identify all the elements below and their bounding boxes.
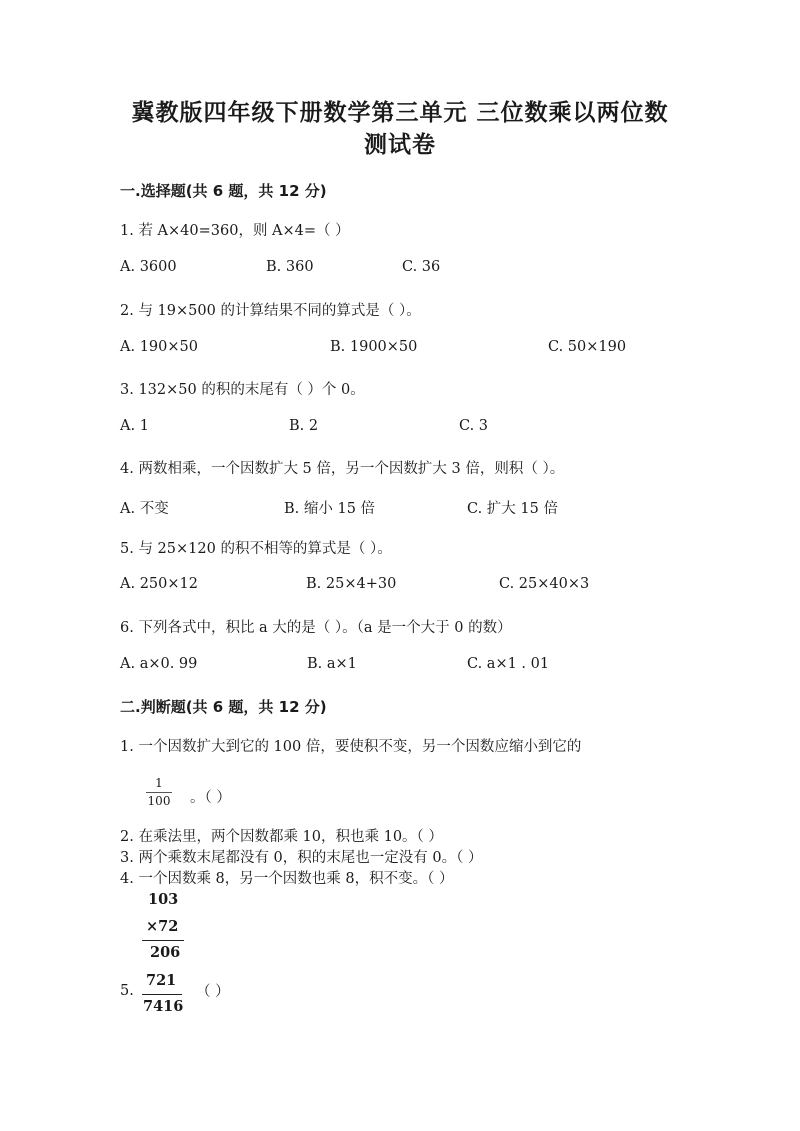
calc-multiplicand: 103: [148, 891, 179, 908]
option-c[interactable]: C. a×1 . 01: [467, 656, 550, 672]
option-b[interactable]: B. 25×4+30: [306, 576, 397, 592]
fraction: [146, 776, 172, 809]
answer-bracket: 。（ ）: [190, 790, 231, 806]
fraction-numerator: 1: [155, 776, 163, 790]
option-c[interactable]: C. 36: [402, 259, 441, 275]
option-b[interactable]: B. a×1: [307, 656, 357, 672]
question-text: 6. 下列各式中，积比 a 大的是（ ）。（a 是一个大于 0 的数）: [120, 620, 512, 636]
calc-multiplier: ×72: [146, 918, 179, 935]
option-b[interactable]: B. 1900×50: [330, 339, 418, 355]
section-heading-judgment: 二.判断题(共 6 题，共 12 分): [120, 698, 327, 716]
question-text: 1. 若 A×40=360，则 A×4=（ ）: [120, 223, 350, 239]
option-a[interactable]: A. 250×12: [120, 576, 198, 592]
question-text: 3. 两个乘数末尾都没有 0，积的末尾也一定没有 0。（ ）: [120, 850, 483, 866]
option-a[interactable]: A. a×0. 99: [120, 656, 198, 672]
option-c[interactable]: C. 50×190: [548, 339, 627, 355]
question-text: 2. 在乘法里，两个因数都乘 10，积也乘 10。（ ）: [120, 829, 443, 845]
calc-product: 7416: [143, 998, 184, 1015]
question-text: 4. 一个因数乘 8，另一个因数也乘 8，积不变。（ ）: [120, 871, 454, 887]
fraction-bar: [146, 792, 172, 793]
fraction-denominator: 100: [147, 794, 171, 808]
question-text: 2. 与 19×500 的计算结果不同的算式是（ ）。: [120, 303, 421, 319]
calc-partial-product-1: 206: [150, 944, 181, 961]
option-a[interactable]: A. 1: [120, 418, 149, 434]
option-a[interactable]: A. 3600: [120, 259, 177, 275]
option-c[interactable]: C. 扩大 15 倍: [467, 501, 558, 517]
question-number: 5.: [120, 983, 134, 999]
page-title: 冀教版四年级下册数学第三单元 三位数乘以两位数: [131, 100, 669, 126]
page-title-line2: 测试卷: [364, 132, 436, 158]
option-b[interactable]: B. 360: [266, 259, 314, 275]
option-b[interactable]: B. 2: [289, 418, 319, 434]
option-b[interactable]: B. 缩小 15 倍: [284, 501, 376, 517]
question-text: 1. 一个因数扩大到它的 100 倍，要使积不变，另一个因数应缩小到它的: [120, 739, 582, 755]
option-a[interactable]: A. 190×50: [120, 339, 198, 355]
question-text: 4. 两数相乘，一个因数扩大 5 倍，另一个因数扩大 3 倍，则积（ ）。: [120, 461, 565, 477]
question-text: 5. 与 25×120 的积不相等的算式是（ ）。: [120, 541, 392, 557]
option-c[interactable]: C. 3: [459, 418, 489, 434]
option-a[interactable]: A. 不变: [120, 501, 169, 517]
calc-rule: [142, 940, 184, 941]
section-heading-choice: 一.选择题(共 6 题，共 12 分): [120, 182, 327, 200]
calc-rule: [142, 994, 182, 995]
option-c[interactable]: C. 25×40×3: [499, 576, 590, 592]
answer-bracket: （ ）: [196, 984, 230, 1000]
calc-partial-product-2: 721: [146, 972, 177, 989]
question-text: 3. 132×50 的积的末尾有（ ）个 0。: [120, 382, 365, 398]
